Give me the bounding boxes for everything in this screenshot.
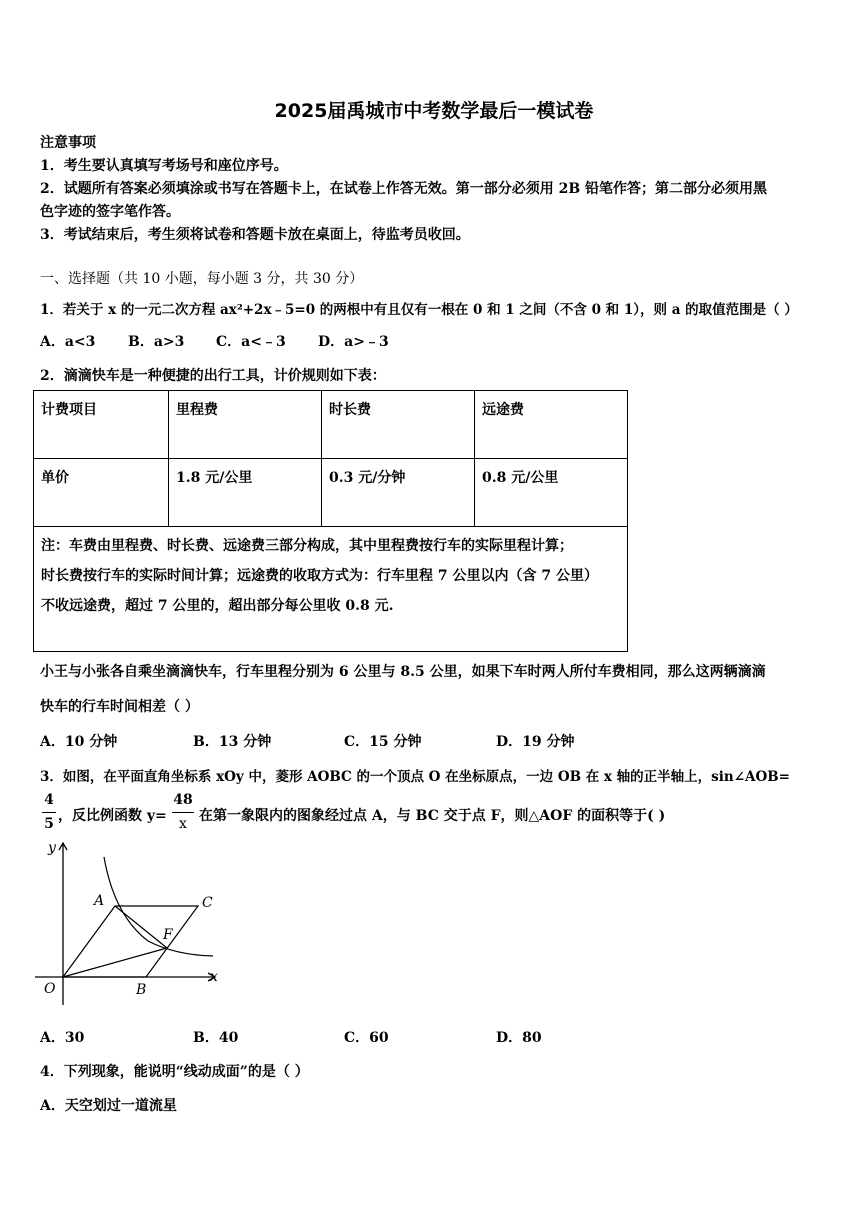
q2-option-a[interactable]: A．10 分钟 (40, 734, 118, 750)
q2-option-d[interactable]: D．19 分钟 (496, 734, 575, 750)
notice-item: 2．试题所有答案必须填涂或书写在答题卡上，在试卷上作答无效。第一部分必须用 2B 铅笔作答；第二部分必须用黑 (40, 181, 768, 197)
question-3-text: 在第一象限内的图象经过点 A，与 BC 交于点 F，则△AOF 的面积等于( ) (199, 808, 666, 824)
q1-option-d[interactable]: D．a>﹣3 (318, 334, 389, 350)
table-note-line: 不收远途费，超过 7 公里的，超出部分每公里收 0.8 元. (41, 598, 394, 614)
table-note-line: 时长费按行车的实际时间计算；远途费的收取方式为：行车里程 7 公里以内（含 7 公里） (41, 568, 598, 584)
segment-of (63, 948, 167, 977)
notice-heading: 注意事项 (40, 135, 96, 151)
table-note-line: 注：车费由里程费、时长费、远途费三部分构成，其中里程费按行车的实际里程计算； (41, 538, 573, 554)
fraction-numerator: 48 (173, 792, 193, 808)
fraction-bar (42, 812, 56, 813)
q3-option-d[interactable]: D．80 (496, 1030, 542, 1046)
q2-option-b[interactable]: B．13 分钟 (193, 734, 272, 750)
label-b: B (136, 982, 147, 998)
notice-item: 1．考生要认真填写考场号和座位序号。 (40, 158, 288, 174)
notice-item: 色字迹的签字笔作答。 (40, 204, 180, 220)
q3-option-a[interactable]: A．30 (40, 1030, 85, 1046)
fraction-denominator: 5 (44, 816, 54, 832)
rhombus-aobc (63, 906, 198, 977)
table-header-cell: 里程费 (169, 391, 322, 459)
label-o: O (44, 981, 56, 997)
table-header-cell: 时长费 (322, 391, 475, 459)
q1-option-c[interactable]: C．a<﹣3 (216, 334, 286, 350)
table-cell: 单价 (34, 459, 169, 527)
question-4-stem: 4．下列现象，能说明“线动成面”的是（ ） (40, 1064, 309, 1080)
question-3-stem: 3．如图，在平面直角坐标系 xOy 中，菱形 AOBC 的一个顶点 O 在坐标原点，一边 OB 在 x 轴的正半轴上，sin∠AOB= (40, 769, 790, 785)
rhombus-figure (30, 835, 230, 1005)
table-header-cell: 远途费 (475, 391, 628, 459)
label-y: y (48, 840, 56, 856)
fraction-numerator: 4 (44, 792, 54, 808)
table-cell: 1.8 元/公里 (169, 459, 322, 527)
section-heading: 一、选择题（共 10 小题，每小题 3 分，共 30 分） (40, 271, 364, 287)
q3-option-b[interactable]: B．40 (193, 1030, 239, 1046)
question-2-text: 快车的行车时间相差（ ） (40, 699, 199, 715)
page-title: 2025届禹城市中考数学最后一模试卷 (274, 100, 594, 122)
q2-option-c[interactable]: C．15 分钟 (344, 734, 422, 750)
q1-option-a[interactable]: A．a<3 (40, 334, 96, 350)
fraction-4-5 (42, 792, 56, 836)
table-cell: 0.8 元/公里 (475, 459, 628, 527)
fee-table (33, 390, 628, 652)
label-f: F (163, 927, 173, 943)
table-header-cell: 计费项目 (34, 391, 169, 459)
label-c: C (202, 895, 213, 911)
question-1-stem: 1．若关于 x 的一元二次方程 ax²+2x﹣5=0 的两根中有且仅有一根在 0 和 1 之间（不含 0 和 1），则 a 的取值范围是（ ） (40, 302, 798, 318)
segment-af (115, 906, 167, 948)
q1-option-b[interactable]: B．a>3 (128, 334, 185, 350)
notice-item: 3．考试结束后，考生须将试卷和答题卡放在桌面上，待监考员收回。 (40, 227, 470, 243)
table-note (34, 527, 628, 652)
table-cell: 0.3 元/分钟 (322, 459, 475, 527)
label-a: A (94, 893, 105, 909)
fraction-48-x (172, 792, 194, 836)
question-2-text: 小王与小张各自乘坐滴滴快车，行车里程分别为 6 公里与 8.5 公里，如果下车时两人所付车费相同，那么这两辆滴滴 (40, 664, 766, 680)
q4-option-a[interactable]: A．天空划过一道流星 (40, 1098, 177, 1114)
fraction-denominator: x (179, 816, 187, 832)
label-x: x (210, 969, 218, 985)
question-2-stem: 2．滴滴快车是一种便捷的出行工具，计价规则如下表： (40, 368, 386, 384)
question-3-text: ，反比例函数 y= (58, 808, 167, 824)
q3-option-c[interactable]: C．60 (344, 1030, 389, 1046)
fraction-bar (172, 812, 194, 813)
